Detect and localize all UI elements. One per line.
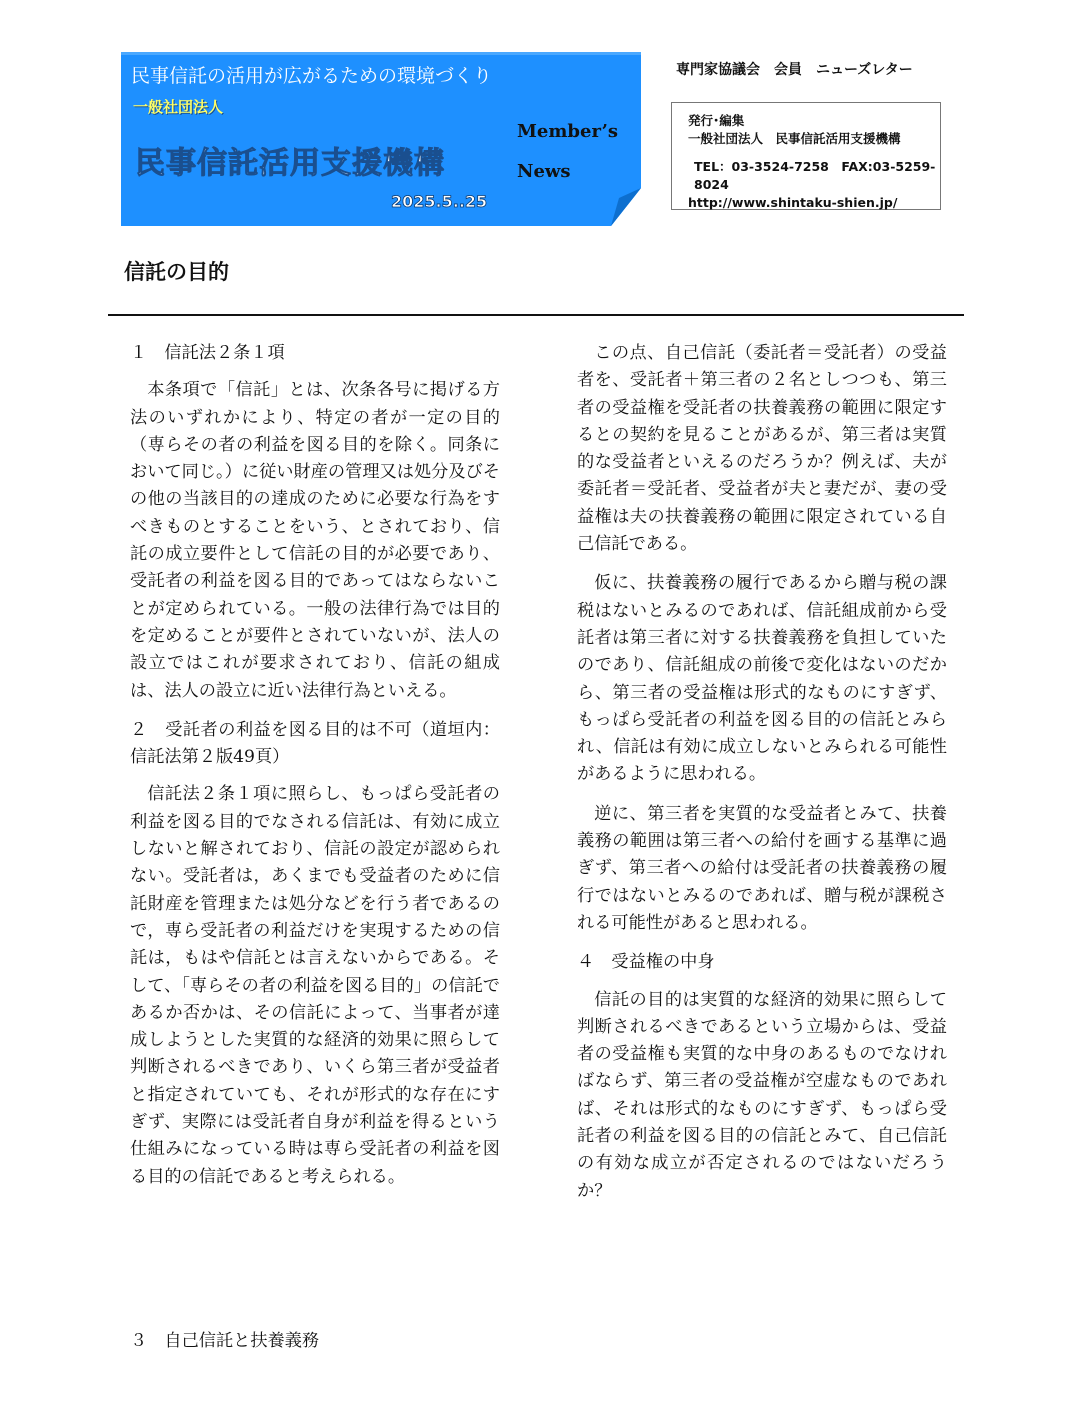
section-heading: ３ 自己信託と扶養義務 xyxy=(130,1331,320,1351)
paragraph: 逆に、第三者を実質的な受益者とみて、扶養義務の範囲は第三者への給付を画する基準に過ぎず、第三者への給付は受託者の扶養義務の履行ではないとみるのであれば、贈与税が課税される可能性があると思われる。 xyxy=(577,803,947,933)
header-banner xyxy=(121,52,641,226)
section-heading: ２ 受託者の利益を図る目的は不可（道垣内：信託法第２版49頁） xyxy=(130,719,500,768)
members-news-line2: News xyxy=(517,161,571,182)
title-divider xyxy=(108,314,964,316)
members-news xyxy=(517,112,618,192)
article-title: 信託の目的 xyxy=(124,260,229,284)
right-column xyxy=(577,340,947,1217)
newsletter-title: 専門家協議会 会員 ニューズレター xyxy=(676,62,913,78)
paragraph: 信託の目的は実質的な経済的効果に照らして判断されるべきであるという立場からは、受益者の受益権も実質的な中身のあるものでなければならず、第三者の受益権が空虚なものであれば、それは形式的なものにすぎず、もっぱら受託者の利益を図る目的の信託とみて、自己信託の有効な成立が否定されるのではないだろうか？ xyxy=(577,989,947,1201)
left-column xyxy=(130,340,500,1203)
publisher-name: 一般社団法人 民事信託活用支援機構 xyxy=(688,131,901,146)
issue-date: 2025.5..25 xyxy=(391,192,488,211)
paragraph: 信託法２条１項に照らし、もっぱら受託者の利益を図る目的でなされる信託は、有効に成立しないと解されており、信託の設定が認められない。受託者は，あくまでも受益者のために信託財産を管理または処分などを行う者であるので，専ら受託者の利益だけを実現するための信託は，もはや信託とは言えないからである。そして、「専らその者の利益を図る目的」の信託であるか否かは、その信託によって、当事者が達成しようとした実質的な経済的効果に照らして判断されるべきであり、いくら第三者が受益者と指定されていても、それが形式的な存在にすぎず、実際には受託者自身が利益を得るという仕組みになっている時は専ら受託者の利益を図る目的の信託であると考えられる。 xyxy=(130,784,500,1187)
publisher-tel-fax: TEL：03-3524-7258 FAX:03-5259-8024 xyxy=(694,159,936,192)
members-news-line1: Member’s xyxy=(517,121,619,142)
publisher-box xyxy=(671,102,941,210)
paragraph: 仮に、扶養義務の履行であるから贈与税の課税はないとみるのであれば、信託組成前から受託者は第三者に対する扶養義務を負担していたのであり、信託組成の前後で変化はないのだから、第三者の受益権は形式的なものにすぎず、もっぱら受託者の利益を図る目的の信託とみられ、信託は有効に成立しないとみられる可能性があるように思われる。 xyxy=(577,573,947,785)
paragraph: 本条項で「信託」とは、次条各号に掲げる方法のいずれかにより、特定の者が一定の目的（専らその者の利益を図る目的を除く。同条において同じ。）に従い財産の管理又は処分及びその他の当該目的の達成のために必要な行為をすべきものとすることをいう、とされており、信託の成立要件として信託の目的が必要であり、受託者の利益を図る目的であってはならないことが定められている。一般の法律行為では目的を定めることが要件とされていないが、法人の設立ではこれが要求されており、信託の組成は、法人の設立に近い法律行為といえる。 xyxy=(130,380,500,701)
publisher-url: http://www.shintaku-shien.jp/ xyxy=(688,195,898,210)
org-name: 民事信託活用支援機構 xyxy=(135,146,445,181)
paragraph: この点、自己信託（委託者＝受託者）の受益者を、受託者＋第三者の２名としつつも、第三者の受益権を受託者の扶養義務の範囲に限定するとの契約を見ることがあるが、第三者は実質的な受益者といえるのだろうか？例えば、夫が委託者＝受託者、受益者が夫と妻だが、妻の受益権は夫の扶養義務の範囲に限定されている自己信託である。 xyxy=(577,343,947,555)
publisher-label: 発行･編集 xyxy=(688,113,745,128)
org-type: 一般社団法人 xyxy=(133,98,224,116)
section-heading: １ 信託法２条１項 xyxy=(130,343,285,363)
tagline: 民事信託の活用が広がるための環境づくり xyxy=(131,65,493,87)
section-heading: ４ 受益権の中身 xyxy=(577,952,715,973)
